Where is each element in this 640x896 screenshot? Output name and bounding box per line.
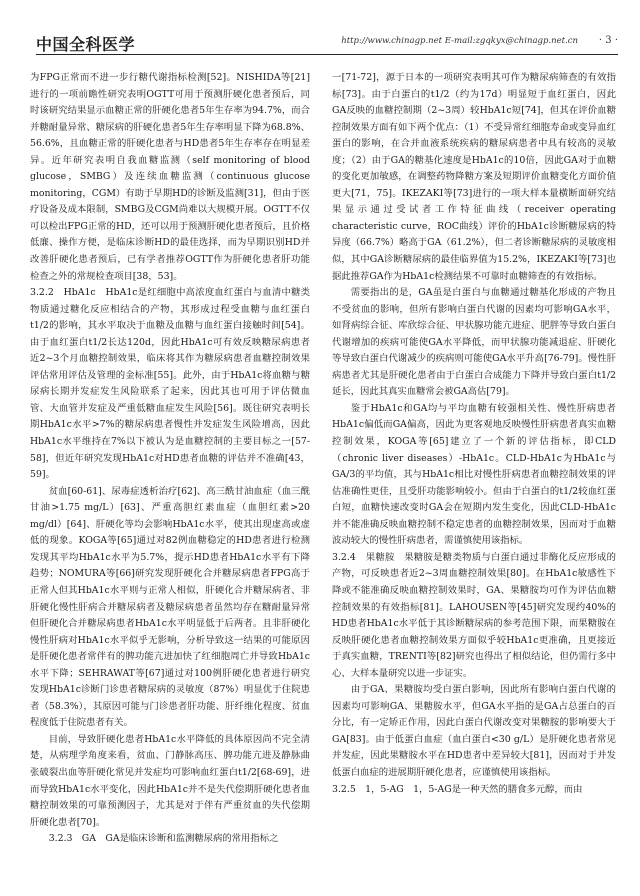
left-column <box>30 70 310 848</box>
paragraph: 目前，导致肝硬化患者HbA1c水平降低的具体原因尚不完全清楚，从病理学角度来看，贫血、门静脉高压、脾功能亢进及静脉曲张破裂出血等肝硬化常见并发症均可影响血红蛋白t1/2[68-69]，进而导致HbA1c水平变化，因此HbA1c并不是失代偿期肝硬化患者血糖控制效果的可靠预测因子，尤其是对于伴有严重贫血的失代偿期肝硬化患者[70]。 <box>30 733 310 828</box>
paragraph: 为FPG正常而不进一步行糖代谢指标检测[52]。NISHIDA等[21]进行的一项前瞻性研究表明OGTT可用于预测肝硬化患者预后，同时该研究结果显示血糖正常的肝硬化患者5年生存率为94.7%，而合并糖耐量异常、糖尿病的肝硬化患者5年生存率明显下降为68.8%、56.6%，且血糖正常的肝硬化患者与HD患者5年生存率存在明显差异。近年研究表明自我血糖监测（self monitoring of blood glucose，SMBG）及连续血糖监测（continuous glucose monitoring，CGM）有助于早期HD的诊断及监测[31]，但由于医疗设备及成本限制，SMBG及CGM尚难以大规模开展。OGTT不仅可以检出FPG正常的HD，还可以用于预测肝硬化患者预后，且价格低廉、操作方便，是临床诊断HD的最佳选择，而为早期识别HD并改善肝硬化患者预后，已有学者推荐OGTT作为肝硬化患者肝功能检查之外的常规检查项目[38，53]。 <box>30 72 310 282</box>
section-3-2-5: 3.2.5 1，5-AG 1，5-AG是一种天然的膳食多元醇，而由 <box>332 783 583 795</box>
paragraph: 需要指出的是，GA虽是白蛋白与血糖通过糖基化形成的产物且不受贫血的影响，但所有影响白蛋白代谢的因素均可影响GA水平，如肾病综合征、库欣综合征、甲状腺功能亢进症、肥胖等导致白蛋白代谢增加的疾病可能使GA水平降低，而甲状腺功能减退症、肝硬化等导致白蛋白代谢减少的疾病则可能使GA水平升高[76-79]。慢性肝病患者尤其是肝硬化患者由于白蛋白合成能力下降并导致白蛋白t1/2延长，因此其真实血糖常会被GA高估[79]。 <box>332 287 616 398</box>
journal-logo: 中国全科医学 <box>36 35 136 54</box>
paragraph: 鉴于HbA1c和GA均与平均血糖有较强相关性、慢性肝病患者HbA1c偏低而GA偏高，因此为更客观地反映慢性肝病患者真实血糖控制效果，KOGA等[65]建立了一个新的评估指标，即CLD（chronic liver diseases）-HbA1c。CLD-HbA1c为HbA1c与GA/3的平均值，其与HbA1c相比对慢性肝病患者血糖控制效果的评估准确性更佳，且受肝功能影响较小。但由于白蛋白的t1/2较血红蛋白短，血糖快速改变时GA会在短期内发生变化，因此CLD-HbA1c并不能准确反映血糖控制不稳定患者的血糖控制效果，因而对于血糖波动较大的慢性肝病患者，需谨慎使用该指标。 <box>332 402 616 547</box>
paragraph: 一[71-72]，源于日本的一项研究表明其可作为糖尿病筛查的有效指标[73]。由于白蛋白的t1/2（约为17d）明显短于血红蛋白，因此GA反映的血糖控制期（2~3周）较HbA1c短[74]，但其在评价血糖控制效果方面有如下两个优点：（1）不受异常红细胞寿命或变异血红蛋白的影响，在合并血液系统疾病的糖尿病患者中具有较高的灵敏度；（2）由于GA的糖基化速度是HbA1c的10倍，因此GA对于血糖的变化更加敏感，在调整药物降糖方案及短期评价血糖变化方面价值更大[71，75]。IKEZAKI等[73]进行的一项大样本量横断面研究结果显示通过受试者工作特征曲线（receiver operating characteristic curve，ROC曲线）评价的HbA1c诊断糖尿病的特异度（66.7%）略高于GA（61.2%），但二者诊断糖尿病的灵敏度相似，其中GA诊断糖尿病的最佳临界值为15.2%，IKEZAKI等[73]也据此推荐GA作为HbA1c检测结果不可靠时血糖筛查的有效指标。 <box>332 72 616 282</box>
journal-url: http://www.chinagp.net E-mail:zgqkyx@chinagp.net.cn <box>341 36 578 46</box>
section-3-2-3: 3.2.3 GA GA是临床诊断和监测糖尿病的常用指标之 <box>48 833 279 845</box>
section-3-2-4: 3.2.4 果糖胺 果糖胺是糖类物质与白蛋白通过非酶化反应形成的产物，可反映患者近2~3周血糖控制效果[80]。在HbA1c敏感性下降或不能准确反映血糖控制效果时，GA、果糖胺均可作为评估血糖控制效果的有效指标[81]。LAHOUSEN等[45]研究发现约40%的HD患者HbA1c水平低于其诊断糖尿病的参考范围下限，而果糖胺在反映肝硬化患者血糖控制效果方面似乎较HbA1c更准确，且更接近于真实血糖，TRENTI等[82]研究也得出了相似结论，但仍需行多中心、大样本量研究以进一步证实。 <box>332 551 616 679</box>
paragraph: 由于GA、果糖胺均受白蛋白影响，因此所有影响白蛋白代谢的因素均可影响GA、果糖胺水平，但GA水平指的是GA占总蛋白的百分比，有一定矫正作用，因此白蛋白代谢改变对果糖胺的影响要大于GA[83]。由于低蛋白血症（血白蛋白<30 g/L）是肝硬化患者常见并发症，因此果糖胺水平在HD患者中差异较大[81]，因而对于并发低蛋白血症的进展期肝硬化患者，应谨慎使用该指标。 <box>332 684 616 778</box>
paragraph: 贫血[60-61]、尿毒症透析治疗[62]、高三酰甘油血症（血三酰甘油>1.75 mg/L）[63]、严重高胆红素血症（血胆红素>20 mg/dl）[64]、肝硬化等均会影响HbA1c水平，使其出现虚高或虚低的现象。KOGA等[65]通过对82例血糖稳定的HD患者进行检测发现其平均HbA1c水平为5.7%，提示HD患者HbA1c水平有下降趋势；NOMURA等[66]研究发现肝硬化合并糖尿病患者FPG高于正常人但其HbA1c水平则与正常人相似，肝硬化合并糖尿病者、非肝硬化慢性肝病合并糖尿病者及糖尿病患者虽然均存在糖耐量异常但肝硬化合并糖尿病患者HbA1c水平明显低于后两者。且非肝硬化慢性肝病对HbA1c水平似乎无影响，分析导致这一结果的可能原因是肝硬化患者常伴有的脾功能亢进加快了红细胞周亡并导致HbA1c水平下降；SEHRAWAT等[67]通过对100例肝硬化患者进行研究发现HbA1c诊断门诊患者糖尿病的灵敏度（87%）明显优于住院患者（58.3%），其原因可能与门诊患者肝功能、肝纤维化程度、贫血程度低于住院患者有关。 <box>30 485 310 729</box>
right-column <box>332 70 616 798</box>
page-number: · 3 · <box>598 35 618 46</box>
section-3-2-2: 3.2.2 HbA1c HbA1c是红细胞中高浓度血红蛋白与血清中糖类物质通过糖化反应相结合的产物，其形成过程受血糖与血红蛋白t1/2的影响，其水平取决于血糖及血糖与血红蛋白接触时间[54]。由于血红蛋白t1/2长达120d，因此HbA1c可有效反映糖尿病患者近2~3个月血糖控制效果，临床将其作为糖尿病患者血糖控制效果评估常用评估及管理的金标准[55]。此外，由于HbA1c将血糖与糖尿病长期并发症发生风险联系了起来，因此其也可用于评估微血管、大血管并发症及严重低糖血症发生风险[56]。既往研究表明长期HbA1c水平>7%的糖尿病患者慢性并发症发生风险增高，因此HbA1c水平维持在7%以下被认为是血糖控制的主要目标之一[57-58]，但近年研究发现HbA1c对HD患者血糖的评估并不准确[43，59]。 <box>30 287 310 481</box>
page-header <box>36 30 618 55</box>
